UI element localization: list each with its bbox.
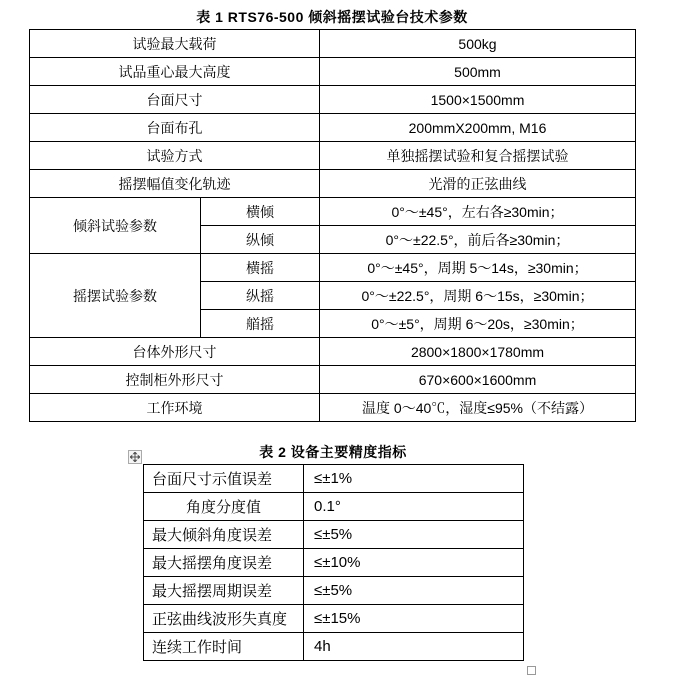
table-row bbox=[30, 114, 636, 142]
indicator-label: 台面尺寸示值误差 bbox=[144, 465, 304, 493]
param-label: 台体外形尺寸 bbox=[30, 338, 320, 366]
param-value: 1500×1500mm bbox=[320, 86, 636, 114]
param-value: 500mm bbox=[320, 58, 636, 86]
table-row bbox=[30, 142, 636, 170]
indicator-value: 0.1° bbox=[304, 493, 524, 521]
table-row bbox=[30, 86, 636, 114]
indicator-label: 最大倾斜角度误差 bbox=[144, 521, 304, 549]
table-row bbox=[30, 366, 636, 394]
table2-precision-indicators bbox=[143, 464, 524, 661]
table-row bbox=[144, 577, 524, 605]
param-value: 0°～±5°，周期 6～20s，≥30min； bbox=[320, 310, 636, 338]
indicator-value: ≤±5% bbox=[304, 521, 524, 549]
param-label: 台面布孔 bbox=[30, 114, 320, 142]
table-row bbox=[144, 633, 524, 661]
table2-caption: 表 2 设备主要精度指标 bbox=[259, 444, 407, 460]
param-value: 2800×1800×1780mm bbox=[320, 338, 636, 366]
indicator-value: ≤±1% bbox=[304, 465, 524, 493]
param-label: 摇摆幅值变化轨迹 bbox=[30, 170, 320, 198]
param-value: 单独摇摆试验和复合摇摆试验 bbox=[320, 142, 636, 170]
table-row bbox=[30, 254, 636, 282]
indicator-value: ≤±5% bbox=[304, 577, 524, 605]
group-label-sway: 摇摆试验参数 bbox=[30, 254, 201, 338]
param-value: 光滑的正弦曲线 bbox=[320, 170, 636, 198]
param-label: 试验方式 bbox=[30, 142, 320, 170]
indicator-value: 4h bbox=[304, 633, 524, 661]
table-row bbox=[144, 493, 524, 521]
table-move-handle-icon[interactable] bbox=[128, 450, 142, 464]
param-label: 台面尺寸 bbox=[30, 86, 320, 114]
indicator-value: ≤±10% bbox=[304, 549, 524, 577]
indicator-label: 最大摇摆角度误差 bbox=[144, 549, 304, 577]
param-value: 0°～±22.5°，前后各≥30min； bbox=[320, 226, 636, 254]
param-value: 500kg bbox=[320, 30, 636, 58]
sub-label: 纵摇 bbox=[201, 282, 320, 310]
param-value: 0°～±45°，左右各≥30min； bbox=[320, 198, 636, 226]
indicator-value: ≤±15% bbox=[304, 605, 524, 633]
table-row bbox=[30, 30, 636, 58]
table-resize-handle[interactable] bbox=[527, 666, 536, 675]
sub-label: 纵倾 bbox=[201, 226, 320, 254]
sub-label: 艏摇 bbox=[201, 310, 320, 338]
table1-caption: 表 1 RTS76-500 倾斜摇摆试验台技术参数 bbox=[196, 9, 468, 25]
table-row bbox=[30, 338, 636, 366]
table-row bbox=[144, 465, 524, 493]
param-value: 0°～±22.5°，周期 6～15s，≥30min； bbox=[320, 282, 636, 310]
param-label: 试验最大载荷 bbox=[30, 30, 320, 58]
table-row bbox=[30, 394, 636, 422]
param-label: 控制柜外形尺寸 bbox=[30, 366, 320, 394]
group-label-tilt: 倾斜试验参数 bbox=[30, 198, 201, 254]
param-value: 温度 0～40℃，湿度≤95%（不结露） bbox=[320, 394, 636, 422]
four-way-arrow-icon bbox=[130, 452, 140, 462]
table-row bbox=[30, 170, 636, 198]
table-row bbox=[30, 58, 636, 86]
indicator-label: 角度分度值 bbox=[144, 493, 304, 521]
sub-label: 横倾 bbox=[201, 198, 320, 226]
indicator-label: 最大摇摆周期误差 bbox=[144, 577, 304, 605]
table-row bbox=[144, 521, 524, 549]
table-row bbox=[144, 605, 524, 633]
indicator-label: 连续工作时间 bbox=[144, 633, 304, 661]
param-value: 0°～±45°，周期 5～14s，≥30min； bbox=[320, 254, 636, 282]
table1-technical-parameters bbox=[29, 29, 636, 422]
param-label: 试品重心最大高度 bbox=[30, 58, 320, 86]
table-row bbox=[30, 198, 636, 226]
sub-label: 横摇 bbox=[201, 254, 320, 282]
param-value: 670×600×1600mm bbox=[320, 366, 636, 394]
indicator-label: 正弦曲线波形失真度 bbox=[144, 605, 304, 633]
table-row bbox=[144, 549, 524, 577]
param-label: 工作环境 bbox=[30, 394, 320, 422]
param-value: 200mmX200mm, M16 bbox=[320, 114, 636, 142]
